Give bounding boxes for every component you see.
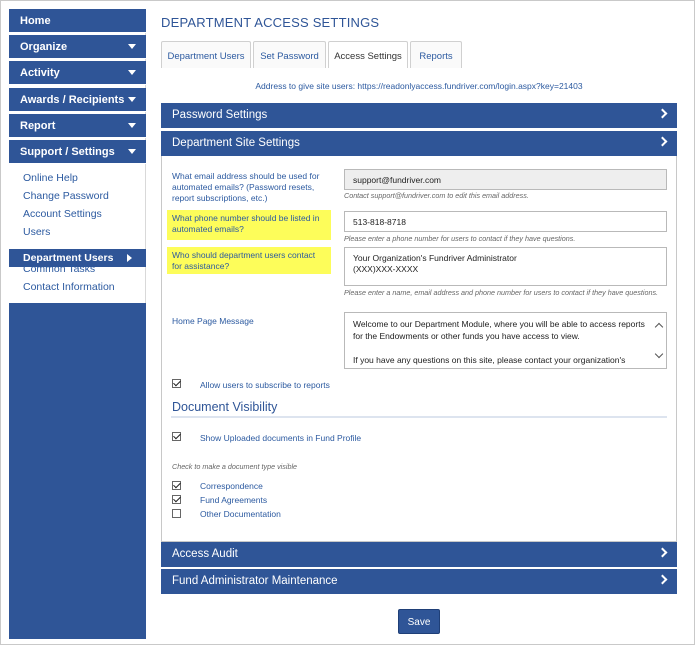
sidebar-subitem-users[interactable]: Users: [23, 226, 51, 238]
home-message-textarea[interactable]: [344, 312, 667, 369]
phone-question: What phone number should be listed in automated emails?: [167, 210, 331, 240]
section-divider: [171, 416, 667, 418]
correspondence-label: Correspondence: [200, 481, 263, 491]
bar-label: Fund Administrator Maintenance: [172, 575, 338, 587]
bar-label: Access Audit: [172, 548, 238, 560]
department-site-settings-bar[interactable]: [161, 131, 677, 156]
sidebar-item-awards[interactable]: [9, 88, 146, 112]
correspondence-checkbox[interactable]: [172, 481, 181, 490]
chevron-right-icon: [658, 575, 668, 585]
chevron-down-icon[interactable]: [655, 350, 663, 358]
bar-label: Department Site Settings: [172, 137, 300, 149]
other-documentation-label: Other Documentation: [200, 509, 281, 519]
tab-access-settings[interactable]: Access Settings: [328, 41, 408, 68]
chevron-right-icon: [658, 548, 668, 558]
contact-line-1: Your Organization's Fundriver Administrator: [353, 253, 517, 263]
other-documentation-checkbox[interactable]: [172, 509, 181, 518]
sidebar-item-organize[interactable]: [9, 35, 146, 59]
sidebar-item-label: Department Users: [23, 252, 114, 264]
sidebar: [9, 9, 146, 639]
subscribe-checkbox[interactable]: [172, 379, 181, 388]
tab-department-users[interactable]: Department Users: [161, 41, 251, 68]
access-audit-bar[interactable]: [161, 542, 677, 567]
chevron-down-icon: [128, 97, 136, 102]
chevron-down-icon: [128, 44, 136, 49]
sidebar-item-activity[interactable]: [9, 61, 146, 85]
contact-line-2: (XXX)XXX-XXXX: [353, 264, 419, 274]
sidebar-subitem-common-tasks[interactable]: Common Tasks: [23, 263, 96, 275]
save-button[interactable]: Save: [398, 609, 440, 634]
phone-help: Please enter a phone number for users to contact if they have questions.: [344, 234, 576, 243]
sidebar-item-label: Home: [20, 15, 51, 27]
sidebar-item-label: Organize: [20, 41, 68, 53]
show-uploaded-label: Show Uploaded documents in Fund Profile: [200, 433, 362, 443]
contact-question: Who should department users contact for assistance?: [167, 247, 331, 274]
textarea-scrollbar[interactable]: [652, 313, 666, 368]
bar-label: Password Settings: [172, 109, 268, 121]
fund-administrator-maintenance-bar[interactable]: [161, 569, 677, 594]
contact-field[interactable]: [344, 247, 667, 286]
sidebar-item-label: Support / Settings: [20, 146, 115, 158]
sidebar-subitem-online-help[interactable]: Online Help: [23, 172, 78, 184]
home-message-label: Home Page Message: [172, 316, 254, 326]
chevron-down-icon: [128, 123, 136, 128]
tab-reports[interactable]: Reports: [410, 41, 462, 68]
sidebar-item-label: Activity: [20, 67, 60, 79]
sidebar-item-support-settings[interactable]: [9, 140, 146, 164]
sidebar-item-home[interactable]: [9, 9, 146, 33]
tab-set-password[interactable]: Set Password: [253, 41, 326, 68]
sidebar-subitem-account-settings[interactable]: Account Settings: [23, 208, 102, 220]
home-message-paragraph-1: Welcome to our Department Module, where you will be able to access reports for the Endowments or other funds you have access to view.: [353, 319, 645, 341]
phone-field[interactable]: 513-818-8718: [344, 211, 667, 232]
sidebar-item-report[interactable]: [9, 114, 146, 138]
chevron-down-icon: [128, 70, 136, 75]
sidebar-background: [9, 303, 146, 639]
subscribe-label: Allow users to subscribe to reports: [200, 380, 330, 390]
home-message-paragraph-2: If you have any questions on this site, please contact your organization's: [353, 355, 626, 365]
document-type-note: Check to make a document type visible: [172, 462, 298, 471]
fund-agreements-label: Fund Agreements: [200, 495, 268, 505]
email-field[interactable]: support@fundriver.com: [344, 169, 667, 190]
sidebar-subitem-change-password[interactable]: Change Password: [23, 190, 109, 202]
email-help: Contact support@fundriver.com to edit this email address.: [344, 191, 529, 200]
chevron-down-icon: [128, 149, 136, 154]
page-title: DEPARTMENT ACCESS SETTINGS: [161, 15, 380, 30]
sidebar-item-label: Report: [20, 120, 56, 132]
sidebar-item-label: Awards / Recipients: [20, 94, 125, 106]
show-uploaded-checkbox[interactable]: [172, 432, 181, 441]
site-address-line[interactable]: Address to give site users: https://readonlyaccess.fundriver.com/login.aspx?key=21403: [255, 81, 583, 91]
fund-agreements-checkbox[interactable]: [172, 495, 181, 504]
chevron-right-icon: [127, 254, 132, 262]
document-visibility-heading: Document Visibility: [172, 400, 278, 414]
password-settings-bar[interactable]: [161, 103, 677, 128]
chevron-right-icon: [658, 109, 668, 119]
chevron-right-icon: [658, 137, 668, 147]
sidebar-subitem-contact-information[interactable]: Contact Information: [23, 281, 115, 293]
contact-help: Please enter a name, email address and phone number for users to contact if they have questions.: [344, 288, 659, 297]
chevron-up-icon[interactable]: [655, 323, 663, 331]
email-question: What email address should be used for automated emails? (Password resets, report subscriptions, etc.): [172, 171, 320, 203]
